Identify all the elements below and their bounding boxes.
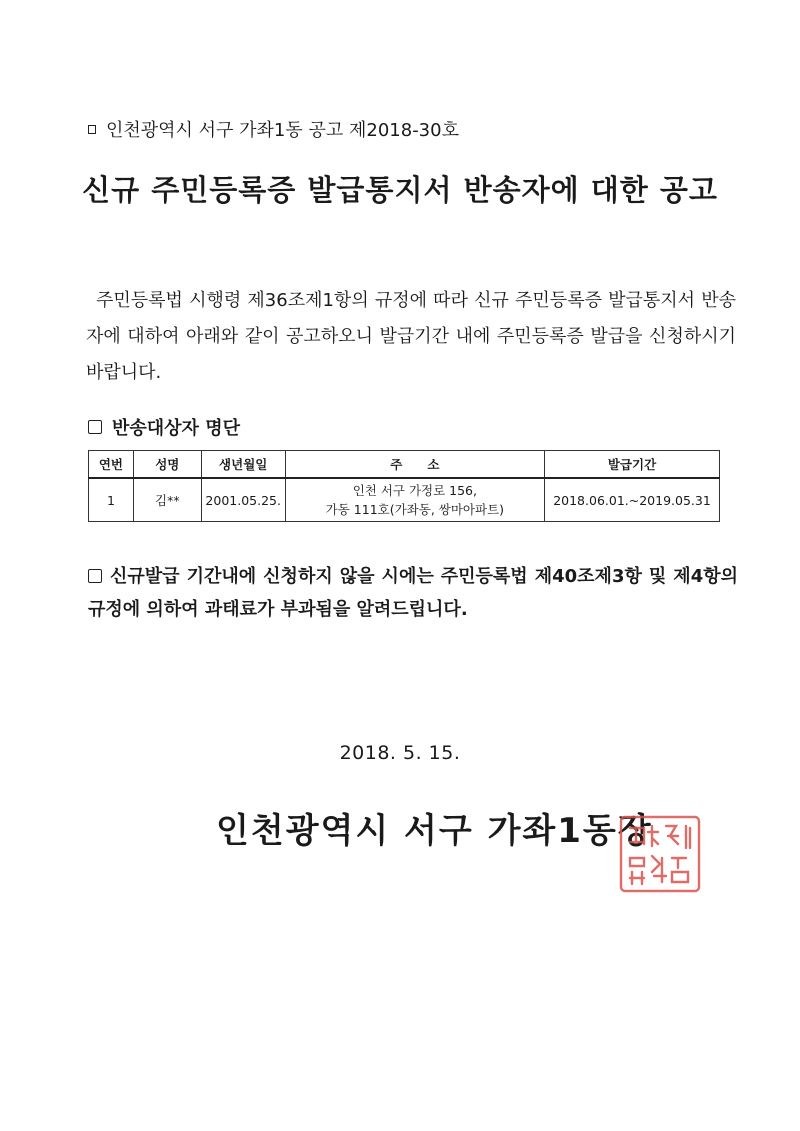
header-address: 주 소	[285, 451, 544, 479]
cell-period: 2018.06.01.~2019.05.31	[545, 478, 720, 522]
checkbox-square-icon	[88, 420, 102, 434]
header-no: 연번	[89, 451, 134, 479]
cell-name: 김**	[133, 478, 201, 522]
header-name: 성명	[133, 451, 201, 479]
header-birth: 생년월일	[201, 451, 285, 479]
page-title: 신규 주민등록증 발급통지서 반송자에 대한 공고	[82, 173, 718, 207]
cell-no: 1	[89, 478, 134, 522]
notice-date: 2018. 5. 15.	[339, 742, 461, 764]
cell-birth: 2001.05.25.	[201, 478, 285, 522]
intro-text: 주민등록법 시행령 제36조제1항의 규정에 따라 신규 주민등록증 발급통지서 반송자에 대하여 아래와 같이 공고하오니 발급기간 내에 주민등록증 발급을 신청하시기 바랍니다.	[86, 290, 736, 383]
notice-number	[88, 116, 459, 142]
section-heading	[88, 414, 240, 440]
address-line-1: 인천 서구 가정로 156,	[352, 483, 477, 498]
intro-paragraph	[86, 283, 736, 391]
address-line-2: 가동 111호(가좌동, 쌍마아파트)	[325, 502, 505, 517]
official-seal-icon	[618, 814, 702, 894]
table-header-row	[89, 451, 720, 479]
bullet-square-icon	[88, 125, 96, 134]
checkbox-square-icon	[88, 569, 102, 583]
warning-text: 신규발급 기간내에 신청하지 않을 시에는 주민등록법 제40조제3항 및 제4항의 규정에 의하여 과태료가 부과됨을 알려드립니다.	[88, 566, 738, 620]
warning-paragraph	[88, 560, 738, 626]
header-period: 발급기간	[545, 451, 720, 479]
table-row	[89, 478, 720, 522]
section-title: 반송대상자 명단	[112, 418, 240, 439]
signer-name: 인천광역시 서구 가좌1동장	[216, 811, 653, 851]
notice-number-text: 인천광역시 서구 가좌1동 공고 제2018-30호	[106, 120, 459, 141]
cell-address	[285, 478, 544, 522]
returnee-table	[88, 450, 720, 522]
